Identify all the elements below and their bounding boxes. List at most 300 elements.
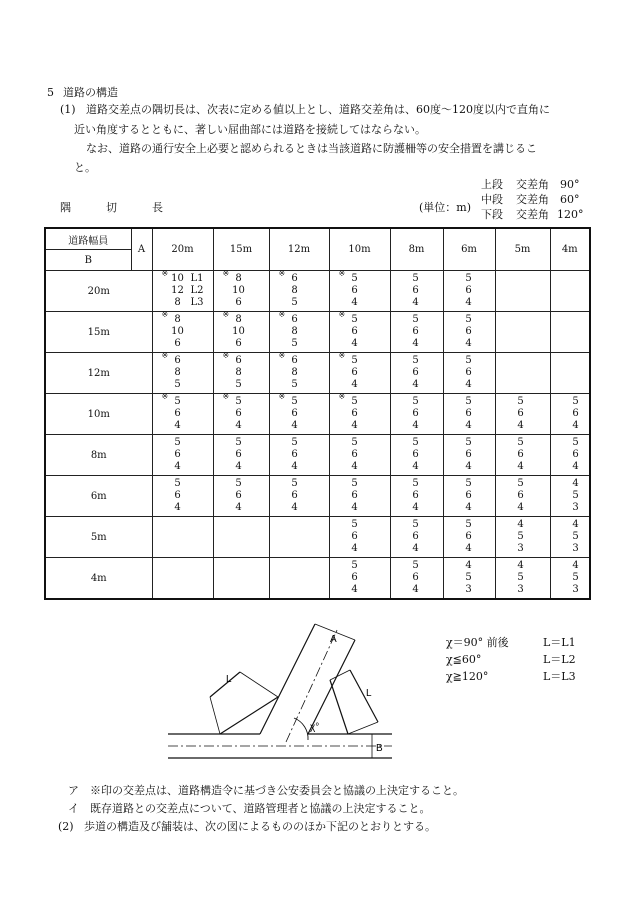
- note-i-text: 既存道路との交差点について、道路管理者と協議の上決定すること。: [90, 802, 431, 815]
- table-cell: [269, 517, 329, 558]
- cell-value: 4: [235, 461, 242, 472]
- cell-value: 4: [572, 420, 579, 431]
- cell-value: 4: [465, 543, 472, 554]
- cell-value: 8: [174, 367, 181, 378]
- table-cell: [550, 394, 590, 435]
- cell-value: 5: [465, 396, 472, 407]
- cell-value: 8: [291, 285, 298, 296]
- cell-value: 6: [174, 408, 181, 419]
- cell-value: 6: [572, 408, 579, 419]
- cell-value: 5: [291, 338, 298, 349]
- cell-value: 8: [174, 314, 181, 325]
- para2-label: (2): [58, 820, 74, 833]
- cell-value: 6: [174, 449, 181, 460]
- legend-eq-3: L＝L3: [543, 670, 576, 683]
- cell-value: 4: [572, 478, 579, 489]
- note-mark: ※: [222, 392, 230, 401]
- table-cell: [550, 271, 590, 312]
- table-cell: [443, 271, 495, 312]
- legend-cond-2: χ≦60°: [446, 653, 482, 666]
- cell-value: 5: [351, 396, 358, 407]
- level-mid-label: 交差角: [516, 193, 549, 206]
- note-mark: ※: [161, 310, 169, 319]
- cell-value: 6: [174, 355, 181, 366]
- cell-value: 5: [517, 396, 524, 407]
- cell-value: 4: [572, 519, 579, 530]
- road-edge: [308, 640, 355, 734]
- cell-value: 4: [465, 420, 472, 431]
- note-mark: ※: [161, 351, 169, 360]
- table-cell: [213, 271, 269, 312]
- level-bottom-label: 交差角: [516, 208, 549, 221]
- table-cell: [213, 394, 269, 435]
- cell-value: 5: [174, 478, 181, 489]
- cell-value: 6: [572, 449, 579, 460]
- cell-value: 6: [351, 285, 358, 296]
- note-a-text: ※印の交差点は、道路構造令に基づき公安委員会と協議の上決定すること。: [90, 784, 464, 797]
- corner-cut: [330, 680, 348, 734]
- cell-value: 5: [572, 396, 579, 407]
- cell-value: 6: [235, 490, 242, 501]
- column-header: 12m: [269, 228, 329, 271]
- table-row: [45, 435, 590, 476]
- cell-value: 3: [517, 543, 524, 554]
- cell-value: 4: [572, 461, 579, 472]
- table-row: [45, 517, 590, 558]
- table-cell: [550, 517, 590, 558]
- cell-value: 6: [412, 449, 419, 460]
- cell-value: 4: [174, 420, 181, 431]
- cell-value: 6: [412, 285, 419, 296]
- cell-value: 6: [235, 408, 242, 419]
- table-cell: [443, 435, 495, 476]
- column-header: 5m: [495, 228, 550, 271]
- cell-value: 5: [412, 437, 419, 448]
- cell-value: 8: [235, 314, 242, 325]
- corner-header-b: B: [45, 250, 131, 271]
- table-cell: [495, 517, 550, 558]
- column-header: 8m: [390, 228, 443, 271]
- column-header: 4m: [550, 228, 590, 271]
- cell-value: 4: [235, 502, 242, 513]
- row-header: 5m: [45, 517, 152, 558]
- cell-value: 12: [171, 285, 184, 296]
- table-cell: [390, 394, 443, 435]
- para1-line2: 近い角度するとともに、著しい屈曲部には道路を接続してはならない。: [74, 123, 426, 136]
- cell-value: 4: [517, 502, 524, 513]
- table-cell: [329, 435, 390, 476]
- cell-value: 4: [351, 420, 358, 431]
- cell-value: 3: [517, 584, 524, 595]
- cell-value: 6: [517, 490, 524, 501]
- column-header: 10m: [329, 228, 390, 271]
- table-row: [45, 353, 590, 394]
- note-mark: ※: [222, 310, 230, 319]
- table-row: [45, 476, 590, 517]
- table-cell: [329, 517, 390, 558]
- cell-value: 6: [235, 338, 242, 349]
- table-cell: [152, 476, 213, 517]
- table-cell: [390, 517, 443, 558]
- cell-value: 6: [465, 367, 472, 378]
- cell-value: 3: [572, 502, 579, 513]
- cell-value: 8: [291, 326, 298, 337]
- cell-value: 6: [235, 355, 242, 366]
- cell-value: 5: [235, 396, 242, 407]
- note-mark: ※: [222, 351, 230, 360]
- cell-value: 4: [412, 461, 419, 472]
- table-cell: [329, 312, 390, 353]
- cell-value: 6: [351, 449, 358, 460]
- table-cell: [443, 353, 495, 394]
- heading-char-1: 隅: [60, 201, 71, 214]
- para1-line4: と。: [74, 161, 96, 174]
- cell-value: 6: [465, 449, 472, 460]
- cell-value: 4: [351, 338, 358, 349]
- dimension-line: [350, 670, 378, 722]
- table-cell: [269, 353, 329, 394]
- cell-value: 6: [412, 408, 419, 419]
- table-cell: [269, 394, 329, 435]
- cell-value: 6: [291, 355, 298, 366]
- cell-value: 4: [517, 560, 524, 571]
- cell-value: 5: [351, 437, 358, 448]
- table-cell: [269, 312, 329, 353]
- table-cell: [269, 271, 329, 312]
- cell-value: 5: [572, 572, 579, 583]
- note-mark: ※: [161, 392, 169, 401]
- cell-value: 10: [171, 273, 184, 284]
- column-header: 6m: [443, 228, 495, 271]
- column-header: 15m: [213, 228, 269, 271]
- cell-value: 4: [235, 420, 242, 431]
- cell-value: 6: [235, 297, 242, 308]
- cell-value: 6: [351, 490, 358, 501]
- cell-value: 10: [232, 285, 245, 296]
- cell-value: 4: [351, 584, 358, 595]
- cell-value: 5: [412, 355, 419, 366]
- table-cell: [443, 517, 495, 558]
- note-mark: ※: [278, 269, 286, 278]
- row-header: 8m: [45, 435, 152, 476]
- road-edge: [260, 624, 315, 734]
- cell-value: 5: [517, 531, 524, 542]
- cell-value: 4: [517, 420, 524, 431]
- cell-value: 6: [291, 490, 298, 501]
- cell-level-label: L3: [190, 297, 204, 308]
- cell-value: 4: [351, 543, 358, 554]
- cell-value: 4: [465, 297, 472, 308]
- cell-value: 4: [517, 519, 524, 530]
- cell-value: 4: [412, 543, 419, 554]
- table-cell: [152, 394, 213, 435]
- cell-value: 6: [174, 490, 181, 501]
- table-cell: [443, 312, 495, 353]
- cell-value: 6: [412, 326, 419, 337]
- row-header: 20m: [45, 271, 152, 312]
- table-cell: [329, 353, 390, 394]
- cell-value: 3: [572, 543, 579, 554]
- cell-value: 6: [465, 285, 472, 296]
- section-title: 道路の構造: [63, 86, 118, 99]
- cell-value: 4: [465, 461, 472, 472]
- cell-value: 5: [351, 355, 358, 366]
- table-cell: [495, 394, 550, 435]
- table-cell: [443, 558, 495, 600]
- cell-value: 4: [412, 379, 419, 390]
- note-mark: ※: [278, 351, 286, 360]
- cell-value: 8: [291, 367, 298, 378]
- cell-value: 5: [412, 314, 419, 325]
- table-cell: [152, 558, 213, 600]
- table-cell: [550, 476, 590, 517]
- note-mark: ※: [222, 269, 230, 278]
- cell-value: 5: [174, 437, 181, 448]
- table-cell: [495, 435, 550, 476]
- cell-value: 6: [412, 367, 419, 378]
- table-cell: [390, 558, 443, 600]
- table-cell: [550, 435, 590, 476]
- label-a: A: [330, 634, 337, 645]
- table-cell: [213, 517, 269, 558]
- cell-value: 6: [174, 338, 181, 349]
- note-mark: ※: [278, 310, 286, 319]
- note-mark: ※: [338, 351, 346, 360]
- table-cell: [390, 476, 443, 517]
- table-cell: [443, 394, 495, 435]
- note-mark: ※: [338, 310, 346, 319]
- cell-value: 6: [351, 531, 358, 542]
- cell-value: 6: [291, 273, 298, 284]
- cell-value: 5: [351, 478, 358, 489]
- table-cell: [495, 312, 550, 353]
- cell-value: 6: [291, 449, 298, 460]
- cell-value: 4: [465, 338, 472, 349]
- table-row: [45, 312, 590, 353]
- cell-value: 5: [351, 273, 358, 284]
- level-mid-pos: 中段: [481, 193, 503, 206]
- table-cell: [329, 476, 390, 517]
- cell-value: 6: [465, 408, 472, 419]
- cell-value: 6: [412, 490, 419, 501]
- table-cell: [213, 435, 269, 476]
- cell-value: 4: [174, 502, 181, 513]
- intersection-diagram: [160, 622, 400, 772]
- label-l-right: L: [366, 688, 372, 699]
- row-header: 12m: [45, 353, 152, 394]
- table-cell: [550, 353, 590, 394]
- table-cell: [495, 353, 550, 394]
- note-a-label: ア: [68, 784, 79, 797]
- corner-cut-table: [44, 227, 591, 600]
- cell-value: 5: [412, 519, 419, 530]
- level-bottom-pos: 下段: [481, 208, 503, 221]
- note-mark: ※: [338, 269, 346, 278]
- para2-text: 歩道の構造及び舗装は、次の図によるもののほか下記のとおりとする。: [84, 820, 436, 833]
- table-cell: [152, 517, 213, 558]
- cell-value: 6: [351, 572, 358, 583]
- para1-line3: なお、道路の通行安全上必要と認められるときは当該道路に防護柵等の安全措置を講じるこ: [86, 142, 537, 155]
- cell-value: 4: [351, 461, 358, 472]
- row-header: 10m: [45, 394, 152, 435]
- row-header: 15m: [45, 312, 152, 353]
- cell-value: 5: [351, 314, 358, 325]
- cell-value: 6: [291, 314, 298, 325]
- cell-value: 5: [235, 379, 242, 390]
- label-b: B: [376, 743, 383, 754]
- cell-value: 6: [517, 449, 524, 460]
- cell-value: 5: [174, 379, 181, 390]
- cell-value: 4: [291, 461, 298, 472]
- legend-cond-3: χ≧120°: [446, 670, 489, 683]
- cell-value: 5: [291, 478, 298, 489]
- table-cell: [329, 271, 390, 312]
- cell-value: 6: [291, 408, 298, 419]
- table-cell: [269, 435, 329, 476]
- cell-value: 5: [465, 355, 472, 366]
- heading-char-3: 長: [152, 201, 163, 214]
- cell-value: 5: [291, 437, 298, 448]
- cell-value: 6: [517, 408, 524, 419]
- cell-value: 4: [412, 297, 419, 308]
- cell-value: 4: [291, 502, 298, 513]
- cell-value: 6: [465, 326, 472, 337]
- level-bottom-angle: 120°: [557, 208, 584, 221]
- table-cell: [152, 435, 213, 476]
- cell-value: 4: [412, 502, 419, 513]
- note-mark: ※: [161, 269, 169, 278]
- cell-value: 3: [465, 584, 472, 595]
- cell-value: 6: [412, 531, 419, 542]
- cell-value: 4: [174, 461, 181, 472]
- table-cell: [390, 271, 443, 312]
- table-row: [45, 271, 590, 312]
- section-number: 5: [47, 86, 54, 99]
- cell-value: 5: [412, 273, 419, 284]
- cell-value: 5: [517, 437, 524, 448]
- cell-value: 5: [572, 490, 579, 501]
- table-cell: [213, 312, 269, 353]
- cell-value: 6: [412, 572, 419, 583]
- cell-value: 5: [174, 396, 181, 407]
- level-top-angle: 90°: [560, 178, 580, 191]
- cell-value: 5: [291, 379, 298, 390]
- table-cell: [495, 271, 550, 312]
- table-cell: [550, 312, 590, 353]
- column-header: 20m: [152, 228, 213, 271]
- cell-level-label: L1: [190, 273, 204, 284]
- table-cell: [390, 353, 443, 394]
- cell-value: 5: [517, 572, 524, 583]
- table-row: [45, 558, 590, 600]
- label-l-left: L: [226, 674, 232, 685]
- cell-value: 5: [291, 297, 298, 308]
- legend-eq-1: L＝L1: [543, 636, 576, 649]
- cell-value: 6: [465, 490, 472, 501]
- table-cell: [329, 394, 390, 435]
- cell-level-label: L2: [190, 285, 204, 296]
- cell-value: 5: [291, 396, 298, 407]
- cell-value: 4: [351, 297, 358, 308]
- cell-value: 5: [465, 478, 472, 489]
- legend-eq-2: L＝L2: [543, 653, 576, 666]
- cell-value: 4: [517, 461, 524, 472]
- note-mark: ※: [278, 392, 286, 401]
- cell-value: 8: [174, 297, 181, 308]
- cell-value: 4: [465, 560, 472, 571]
- dimension-line: [210, 672, 240, 697]
- table-cell: [152, 353, 213, 394]
- cell-value: 4: [412, 338, 419, 349]
- cell-value: 5: [517, 478, 524, 489]
- table-cell: [152, 312, 213, 353]
- table-cell: [495, 558, 550, 600]
- cell-value: 5: [351, 519, 358, 530]
- cell-value: 6: [351, 326, 358, 337]
- cell-value: 4: [351, 379, 358, 390]
- table-cell: [269, 558, 329, 600]
- cell-value: 8: [235, 273, 242, 284]
- label-chi: χ°: [310, 722, 320, 733]
- cell-value: 10: [232, 326, 245, 337]
- cell-value: 5: [412, 478, 419, 489]
- corner-header-a: A: [131, 228, 152, 271]
- cell-value: 6: [465, 531, 472, 542]
- cell-value: 4: [412, 420, 419, 431]
- cell-value: 3: [572, 584, 579, 595]
- row-header: 4m: [45, 558, 152, 600]
- cell-value: 5: [465, 273, 472, 284]
- table-cell: [390, 312, 443, 353]
- table-cell: [390, 435, 443, 476]
- table-cell: [443, 476, 495, 517]
- cell-value: 5: [572, 437, 579, 448]
- cell-value: 5: [412, 396, 419, 407]
- cell-value: 4: [351, 502, 358, 513]
- table-row: [45, 394, 590, 435]
- cell-value: 6: [351, 367, 358, 378]
- note-mark: ※: [338, 392, 346, 401]
- cell-value: 5: [465, 314, 472, 325]
- corner-header-top: 道路幅員: [45, 228, 131, 250]
- table-cell: [213, 476, 269, 517]
- cell-value: 5: [465, 572, 472, 583]
- para1-line1: 道路交差点の隅切長は、次表に定める値以上とし、道路交差角は、60度〜120度以内で直角に: [86, 103, 550, 116]
- heading-char-2: 切: [106, 201, 117, 214]
- cell-value: 4: [291, 420, 298, 431]
- cell-value: 4: [465, 379, 472, 390]
- note-i-label: イ: [68, 802, 79, 815]
- table-cell: [329, 558, 390, 600]
- cell-value: 8: [235, 367, 242, 378]
- level-top-pos: 上段: [481, 178, 503, 191]
- table-cell: [269, 476, 329, 517]
- cell-value: 4: [465, 502, 472, 513]
- row-header: 6m: [45, 476, 152, 517]
- cell-value: 5: [572, 531, 579, 542]
- level-top-label: 交差角: [516, 178, 549, 191]
- angle-arc: [294, 718, 308, 740]
- cell-value: 10: [171, 326, 184, 337]
- legend-cond-1: χ＝90° 前後: [446, 636, 509, 649]
- cell-value: 4: [412, 584, 419, 595]
- table-cell: [495, 476, 550, 517]
- level-mid-angle: 60°: [560, 193, 580, 206]
- cell-value: 6: [351, 408, 358, 419]
- table-cell: [213, 353, 269, 394]
- cell-value: 5: [465, 437, 472, 448]
- para1-label: (1): [60, 103, 76, 116]
